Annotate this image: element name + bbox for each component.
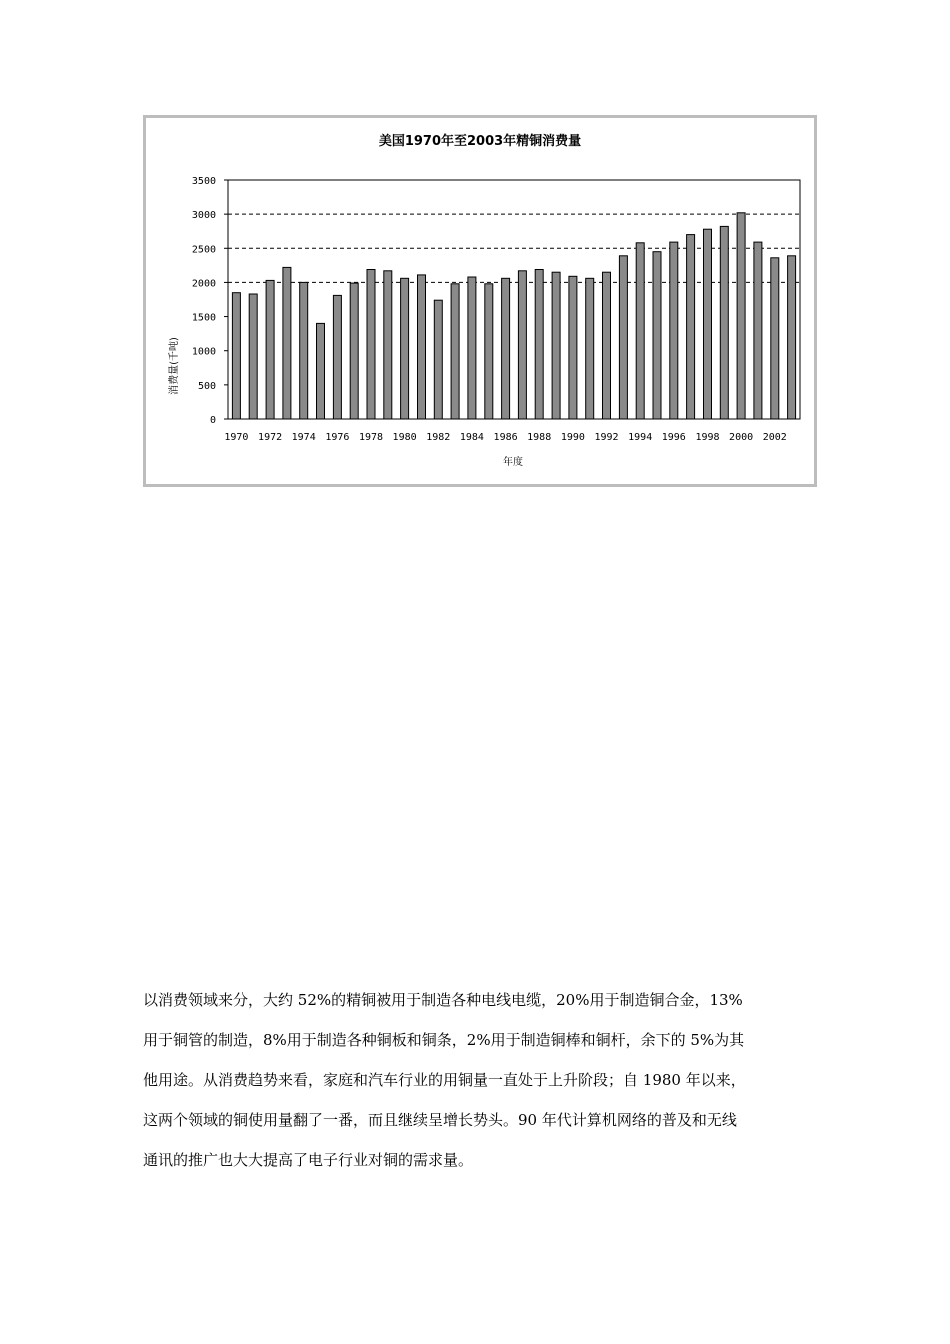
bar-1988 xyxy=(535,270,543,420)
bar-1981 xyxy=(418,275,426,419)
x-tick-label: 1984 xyxy=(459,432,484,443)
x-tick-label: 1970 xyxy=(224,432,249,443)
bar-1974 xyxy=(300,282,308,419)
bar-1970 xyxy=(232,293,240,419)
chart-frame xyxy=(143,115,817,487)
x-tick-label: 1994 xyxy=(628,432,653,443)
x-tick-label: 1990 xyxy=(560,432,585,443)
x-tick-label: 1976 xyxy=(325,432,350,443)
bar-1992 xyxy=(603,272,611,419)
bar-1996 xyxy=(670,242,678,419)
y-tick-label: 1500 xyxy=(191,312,216,324)
bar-1979 xyxy=(384,271,392,419)
y-tick-label: 500 xyxy=(197,380,216,392)
bar-series xyxy=(232,213,795,419)
bar-2000 xyxy=(737,213,745,419)
y-axis-tick-labels xyxy=(192,176,228,426)
x-tick-label: 1974 xyxy=(291,432,316,443)
y-tick-label: 3000 xyxy=(191,210,216,222)
bar-1998 xyxy=(704,229,712,419)
bar-1982 xyxy=(434,300,442,419)
bar-2003 xyxy=(788,256,796,419)
paragraph-line: 他用途。从消费趋势来看，家庭和汽车行业的用铜量一直处于上升阶段；自 1980 年以来， xyxy=(143,1071,746,1089)
bar-1986 xyxy=(502,278,510,419)
bar-1987 xyxy=(518,271,526,419)
x-axis-tick-labels xyxy=(224,432,786,443)
paragraph-line: 这两个领域的铜使用量翻了一番，而且继续呈增长势头。90 年代计算机网络的普及和无线 xyxy=(143,1111,737,1129)
body-paragraph xyxy=(143,980,813,1180)
bar-1973 xyxy=(283,267,291,419)
bar-1976 xyxy=(333,295,341,419)
plot-area-border xyxy=(228,180,800,419)
bar-1997 xyxy=(687,235,695,419)
bar-1999 xyxy=(720,226,728,419)
bar-1993 xyxy=(619,256,627,419)
bar-1989 xyxy=(552,272,560,419)
x-tick-label: 2002 xyxy=(762,432,787,443)
x-tick-label: 1978 xyxy=(358,432,384,443)
y-tick-label: 0 xyxy=(209,415,216,426)
bar-1984 xyxy=(468,277,476,419)
bar-1975 xyxy=(317,323,325,419)
gridlines xyxy=(228,214,800,282)
y-tick-label: 2500 xyxy=(191,244,216,256)
bar-1971 xyxy=(249,294,257,419)
x-tick-label: 1988 xyxy=(527,432,552,443)
bar-2001 xyxy=(754,242,762,419)
bar-1991 xyxy=(586,278,594,419)
x-tick-label: 1996 xyxy=(661,432,686,443)
x-tick-label: 1972 xyxy=(258,432,283,443)
bar-1994 xyxy=(636,243,644,419)
bar-1983 xyxy=(451,284,459,419)
x-tick-label: 1982 xyxy=(426,432,451,443)
y-tick-label: 1000 xyxy=(191,346,216,358)
bar-1972 xyxy=(266,280,274,419)
chart-title: 美国1970年至2003年精铜消费量 xyxy=(378,134,582,149)
x-tick-label: 1998 xyxy=(695,432,720,443)
y-tick-label: 3500 xyxy=(191,176,216,187)
x-tick-label: 1986 xyxy=(493,432,518,443)
paragraph-line: 通讯的推广也大大提高了电子行业对铜的需求量。 xyxy=(143,1151,474,1169)
bar-1980 xyxy=(401,278,409,419)
y-tick-label: 2000 xyxy=(191,278,216,290)
y-axis-label: 消费量(千吨) xyxy=(169,337,180,395)
bar-1978 xyxy=(367,270,375,420)
x-axis-label: 年度 xyxy=(503,457,523,468)
bar-1995 xyxy=(653,252,661,419)
bar-1990 xyxy=(569,276,577,419)
bar-1977 xyxy=(350,283,358,419)
bar-chart xyxy=(146,118,814,484)
x-tick-label: 2000 xyxy=(729,432,754,443)
x-tick-label: 1980 xyxy=(392,432,417,443)
bar-2002 xyxy=(771,258,779,419)
bar-1985 xyxy=(485,284,493,419)
x-tick-label: 1992 xyxy=(594,432,619,443)
paragraph-line: 以消费领域来分，大约 52%的精铜被用于制造各种电线电缆，20%用于制造铜合金，13% xyxy=(143,991,743,1009)
paragraph-line: 用于铜管的制造，8%用于制造各种铜板和铜条，2%用于制造铜棒和铜杆，余下的 5%为其 xyxy=(143,1031,745,1049)
